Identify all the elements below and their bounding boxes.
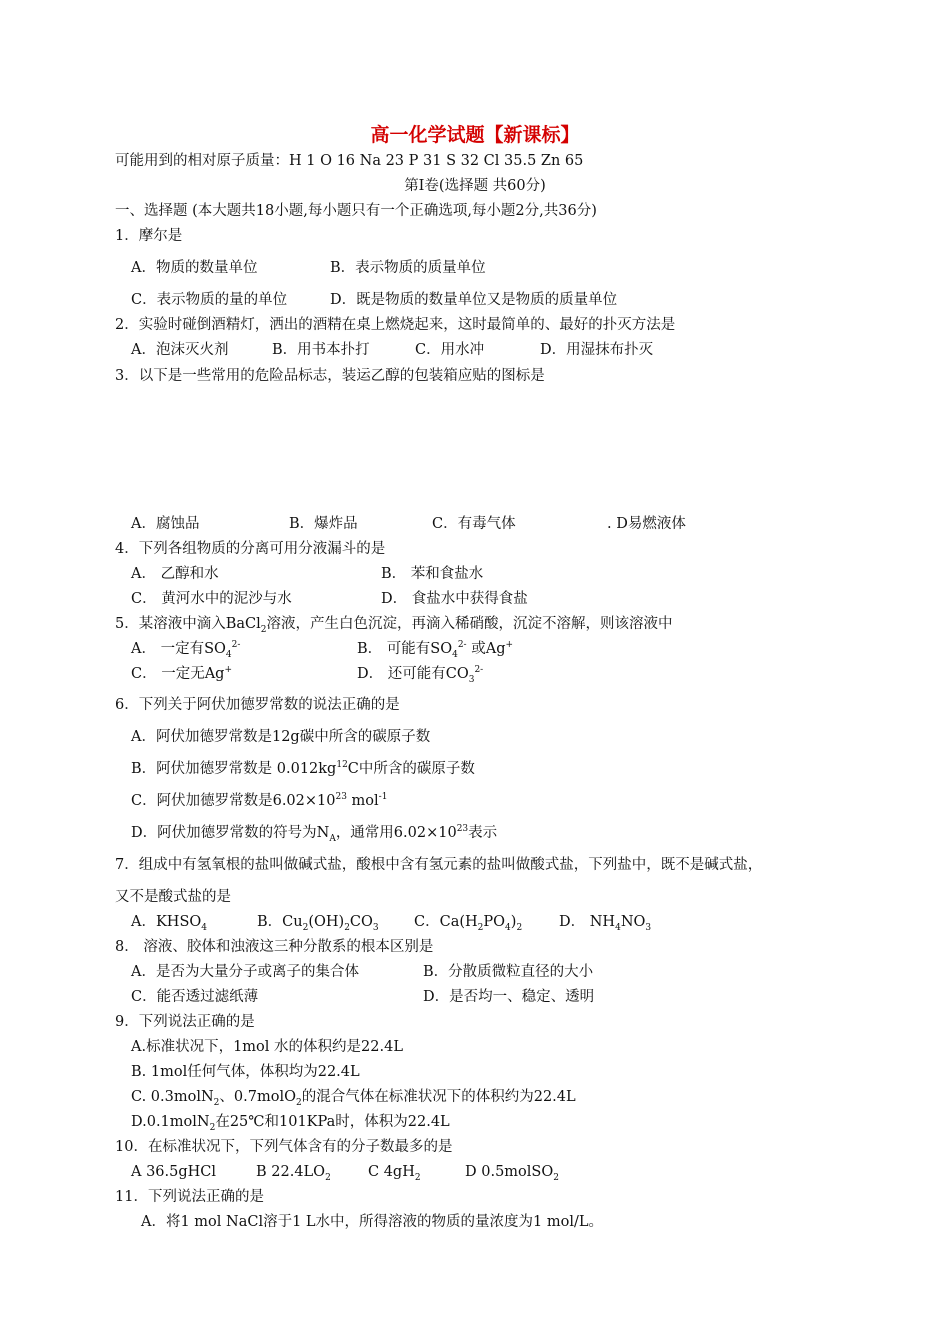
q8-option-c: C．能否透过滤纸薄 [131,989,259,1005]
exam-title: 高一化学试题【新课标】 [370,124,580,146]
q5-option-c: C． 一定无Ag+ [131,665,233,682]
q9-option-c: C. 0.3molN$_2$、0.7molO$_2$的混合气体在标准状况下的体积约为22.4L [131,1089,576,1108]
q9-stem: 9．下列说法正确的是 [115,1014,255,1030]
q7-option-c: C．$Ca(H_2PO_4)_2$ [414,914,523,933]
q4-option-d: D． 食盐水中获得食盐 [381,591,528,607]
q6-option-c: C．阿伏加德罗常数是$6.02\times 10^{23}$ mol$^{-1}$ [131,792,388,809]
q7-stem-line1: 7．组成中有氢氧根的盐叫做碱式盐，酸根中含有氢元素的盐叫做酸式盐，下列盐中，既不是碱式盐， [115,857,763,873]
q8-option-d: D．是否均一、稳定、透明 [423,989,595,1005]
q6-option-d: D．阿伏加德罗常数的符号为$N_A$，通常用$6.02\times 10^{23}$表示 [131,824,498,844]
atomic-masses-line: 可能用到的相对原子质量：H 1 O 16 Na 23 P 31 S 32 Cl 35.5 Zn 65 [115,153,584,169]
q8-option-a: A．是否为大量分子或离子的集合体 [131,964,359,980]
q4-option-a: A． 乙醇和水 [131,566,219,582]
q9-option-b: B. 1mol任何气体，体积均为22.4L [131,1064,360,1080]
part1-header: 第Ⅰ卷(选择题 共60分) [404,178,546,194]
q11-option-a: A．将1 mol NaCl溶于1 L水中，所得溶液的物质的量浓度为1 mol/L。 [141,1214,604,1230]
q3-option-a: A．腐蚀品 [131,516,200,532]
q3-stem: 3．以下是一些常用的危险品标志，装运乙醇的包装箱应贴的图标是 [115,368,545,384]
q7-option-b: B．$Cu_2(OH)_2CO_3$ [257,914,379,933]
q11-stem: 11．下列说法正确的是 [115,1189,264,1205]
q1-option-c: C．表示物质的量的单位 [131,292,288,308]
q1-stem: 1．摩尔是 [115,228,183,244]
q7-stem-line2: 又不是酸式盐的是 [115,889,231,905]
q6-option-a: A．阿伏加德罗常数是12g碳中所含的碳原子数 [131,729,431,745]
q3-option-d: . D易燃液体 [607,516,686,532]
q2-option-d: D．用湿抹布扑灭 [540,342,654,358]
q6-option-b: B．阿伏加德罗常数是 $0.012kg^{12}C$中所含的碳原子数 [131,760,475,777]
q2-option-a: A．泡沫灭火剂 [131,342,229,358]
q5-stem: 5．某溶液中滴入BaCl$_2$溶液，产生白色沉淀，再滴入稀硝酸，沉淀不溶解，则该溶液中 [115,616,673,635]
q4-option-b: B． 苯和食盐水 [381,566,484,582]
q10-option-d: D 0.5molSO$_2$ [465,1164,559,1183]
q5-option-b: B． 可能有$SO_4^{2-}$ 或Ag+ [357,640,514,660]
q10-stem: 10．在标准状况下，下列气体含有的分子数最多的是 [115,1139,453,1155]
q8-option-b: B．分散质微粒直径的大小 [423,964,594,980]
q10-option-b: B $22.4LO_2$ [256,1164,331,1183]
q2-option-b: B．用书本扑打 [272,342,370,358]
q5-option-d: D． 还可能有$CO_3^{2-}$ [357,665,484,685]
q3-option-c: C．有毒气体 [432,516,516,532]
q10-option-c: C $4gH_2$ [368,1164,421,1183]
q1-option-d: D．既是物质的数量单位又是物质的质量单位 [330,292,618,308]
q1-option-b: B．表示物质的质量单位 [330,260,486,276]
section1-header: 一、选择题 (本大题共18小题,每小题只有一个正确选项,每小题2分,共36分) [115,203,597,219]
q6-stem: 6．下列关于阿伏加德罗常数的说法正确的是 [115,697,400,713]
q8-stem: 8． 溶液、胶体和浊液这三种分散系的根本区别是 [115,939,434,955]
q2-stem: 2．实验时碰倒酒精灯，洒出的酒精在桌上燃烧起来，这时最简单的、最好的扑灭方法是 [115,317,676,333]
q1-option-a: A．物质的数量单位 [131,260,258,276]
q5-option-a: A． 一定有$SO_4^{2-}$ [131,640,241,660]
q7-option-a: A．$KHSO_4$ [131,914,208,933]
q2-option-c: C．用水冲 [415,342,485,358]
q10-option-a: A 36.5gHCl [131,1164,217,1180]
q9-option-d: D.0.1molN$_2$在25℃和101KPa时，体积为22.4L [131,1114,450,1133]
q4-stem: 4．下列各组物质的分离可用分液漏斗的是 [115,541,386,557]
q4-option-c: C． 黄河水中的泥沙与水 [131,591,292,607]
q3-option-b: B．爆炸品 [289,516,358,532]
q9-option-a: A.标准状况下，1mol 水的体积约是22.4L [131,1039,403,1055]
q7-option-d: D． $NH_4NO_3$ [559,914,652,933]
